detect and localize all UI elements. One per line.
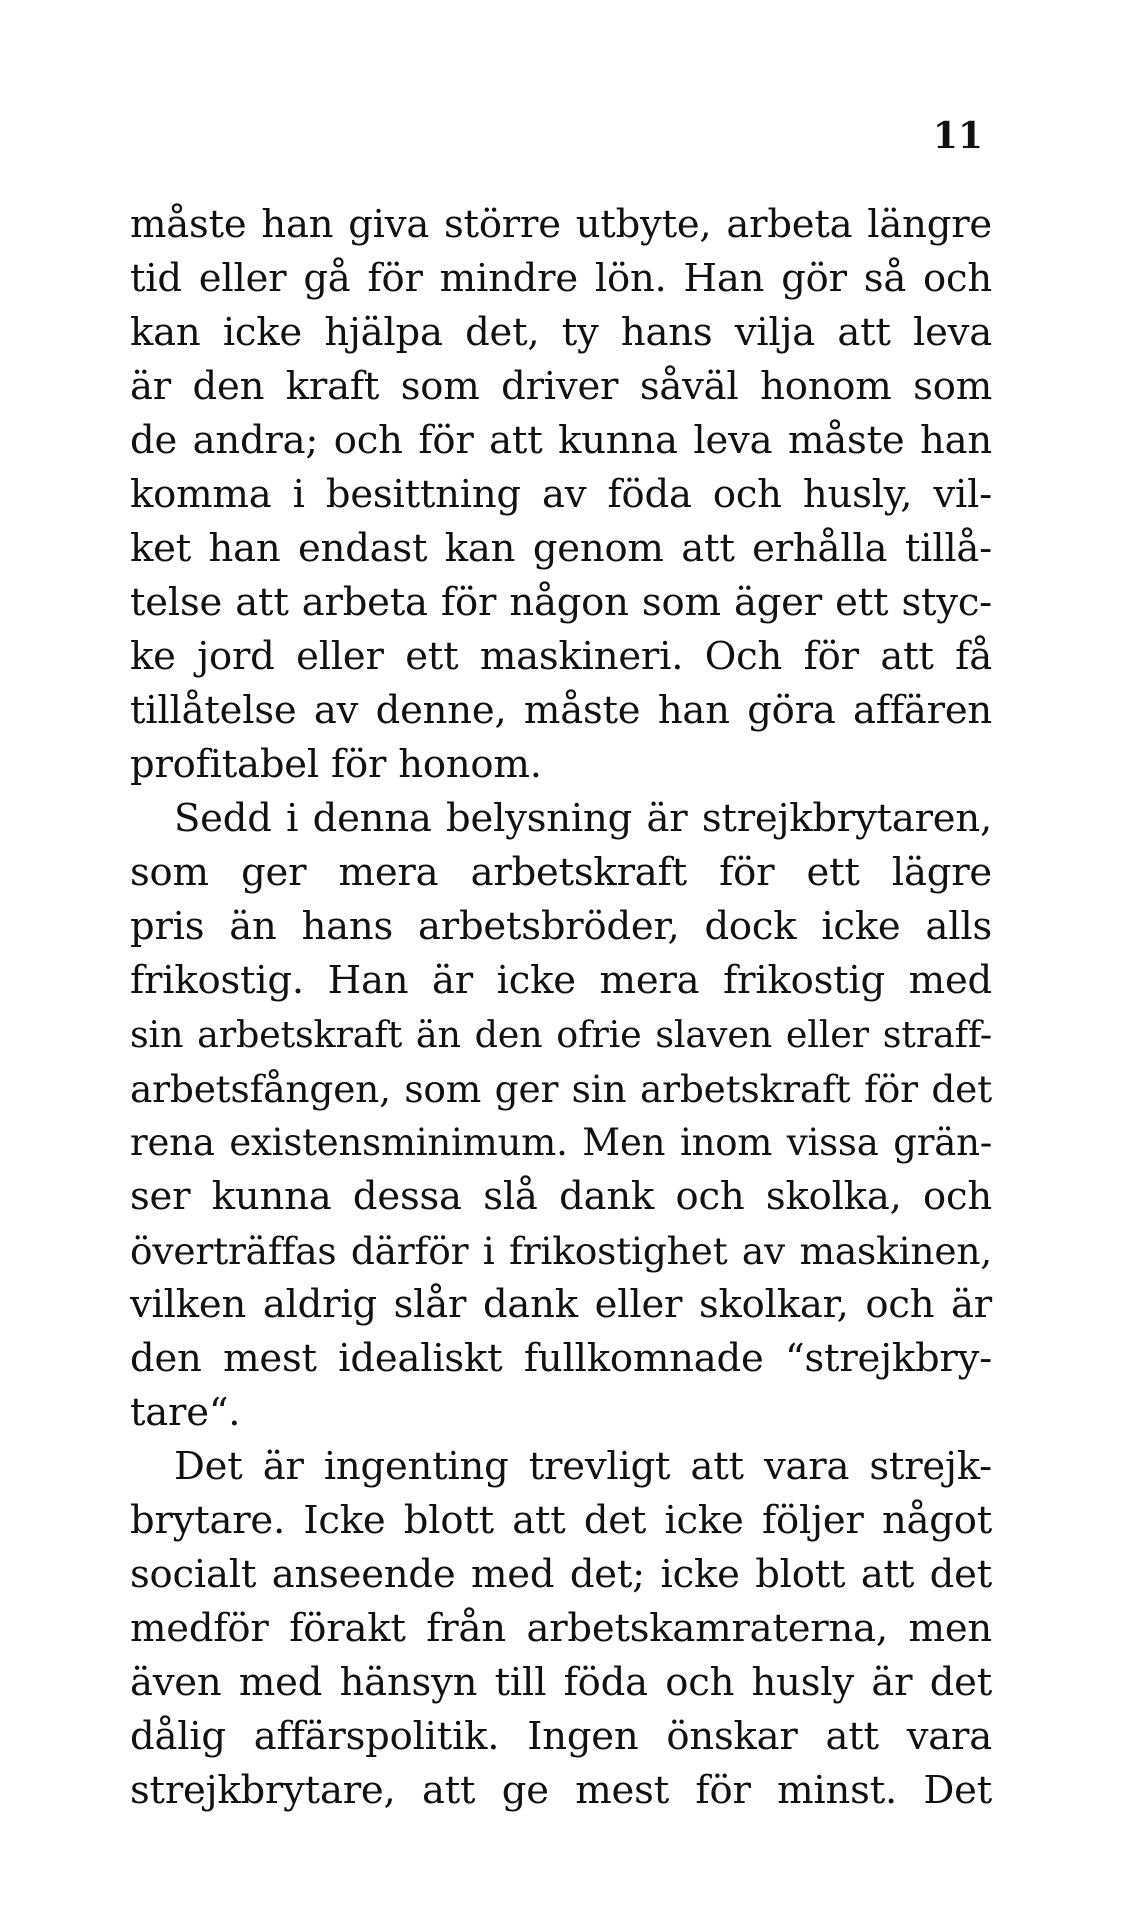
body-text xyxy=(130,198,992,1818)
text-line: strejkbrytare, att ge mest för minst. Det xyxy=(130,1768,992,1813)
text-line: arbetsfången, som ger sin arbetskraft för det xyxy=(130,1067,992,1111)
text-line: socialt anseende med det; icke blott att det xyxy=(130,1552,992,1597)
text-line: den mest idealiskt fullkomnade “strejkbry- xyxy=(130,1336,992,1381)
text-line: rena existensminimum. Men inom vissa grän- xyxy=(130,1121,992,1164)
text-line: Det är ingenting trevligt att vara strejk- xyxy=(174,1444,992,1489)
text-line: kan icke hjälpa det, ty hans vilja att leva xyxy=(130,310,992,355)
text-line: sin arbetskraft än den ofrie slaven eller straff- xyxy=(130,1013,992,1056)
text-line: även med hänsyn till föda och husly är det xyxy=(130,1660,992,1705)
text-line: de andra; och för att kunna leva måste han xyxy=(130,418,992,463)
text-line: överträffas därför i frikostighet av maskinen, xyxy=(130,1229,992,1273)
text-line: frikostig. Han är icke mera frikostig med xyxy=(130,958,992,1003)
text-line: Sedd i denna belysning är strejkbrytaren, xyxy=(174,796,992,841)
text-line: vilken aldrig slår dank eller skolkar, och är xyxy=(130,1282,992,1327)
text-line: pris än hans arbetsbröder, dock icke alls xyxy=(130,904,992,949)
text-line: profitabel för honom. xyxy=(130,742,542,787)
text-line: ket han endast kan genom att erhålla tillå- xyxy=(130,526,992,571)
text-line: tare“. xyxy=(130,1390,241,1435)
text-line: som ger mera arbetskraft för ett lägre xyxy=(130,850,992,895)
text-line: telse att arbeta för någon som äger ett styc- xyxy=(130,580,992,625)
text-line: dålig affärspolitik. Ingen önskar att vara xyxy=(130,1714,992,1759)
text-line: komma i besittning av föda och husly, vil- xyxy=(130,472,992,517)
text-line: är den kraft som driver såväl honom som xyxy=(130,364,992,409)
text-line: brytare. Icke blott att det icke följer något xyxy=(130,1498,992,1543)
text-line: ke jord eller ett maskineri. Och för att få xyxy=(130,634,992,679)
text-line: tillåtelse av denne, måste han göra affären xyxy=(130,688,992,733)
text-line: medför förakt från arbetskamraterna, men xyxy=(130,1606,992,1651)
text-line: ser kunna dessa slå dank och skolka, och xyxy=(130,1174,992,1219)
text-line: tid eller gå för mindre lön. Han gör så och xyxy=(130,256,992,301)
text-line: måste han giva större utbyte, arbeta längre xyxy=(130,202,992,247)
page-number: 11 xyxy=(932,115,983,157)
